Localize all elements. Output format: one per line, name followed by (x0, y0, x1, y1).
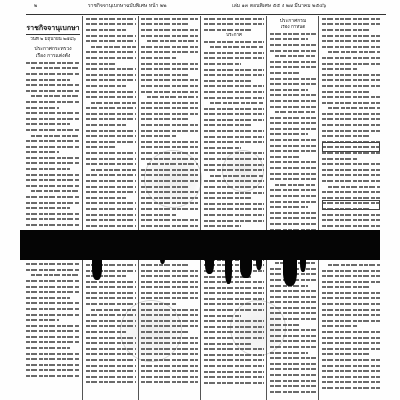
boxed-section-title (322, 142, 380, 152)
column-rule (82, 16, 83, 400)
text-line (204, 27, 253, 33)
issue-info: เล่ม ๑๓ ตอนพิเศษ ๕๕ ง ๒๗ มีนาคม ๒๕๔๖ (232, 3, 327, 9)
ink-drip (300, 252, 306, 272)
text-line (204, 380, 264, 386)
article-subtitle: เรื่อง กำหนด (280, 25, 306, 30)
article-subtitle: เรื่อง การแต่งตั้ง (35, 53, 71, 59)
masthead-date: วันที่ ๒ มิถุนายน ๒๕๔๖ (30, 37, 76, 42)
column-1 (26, 16, 80, 400)
publication-name: ราชกิจจานุเบกษา (88, 3, 127, 9)
watermark-seal (120, 300, 182, 362)
masthead-title: ราชกิจจานุเบกษา (26, 24, 80, 32)
ink-smear (20, 230, 380, 260)
article-title: ประกาศกระทรวง (34, 46, 72, 52)
page-number: ๒ (34, 3, 38, 9)
article-title: ประกาศกรม (279, 18, 307, 24)
ink-drip (283, 252, 297, 286)
text-line (270, 389, 316, 395)
text-line (86, 380, 136, 386)
watermark-seal (222, 150, 264, 192)
masthead-rule (26, 34, 80, 35)
ink-drip (240, 252, 252, 278)
watermark-seal (144, 150, 202, 208)
section-label: ฉบับพิเศษ หน้า ๒๒ (126, 3, 167, 9)
text-line (141, 380, 198, 386)
ink-drip (92, 252, 102, 280)
ink-drip (256, 252, 262, 270)
text-line (322, 385, 380, 391)
text-line (26, 373, 80, 379)
ink-drip (205, 252, 214, 274)
column-rule (318, 16, 319, 400)
column-rule (200, 16, 201, 400)
article-title: ประกาศ (226, 32, 242, 38)
header-rule (26, 14, 386, 15)
watermark-seal (230, 300, 286, 356)
ink-drip (225, 252, 232, 284)
ink-drip (160, 252, 165, 264)
boxed-section-title (322, 200, 380, 210)
